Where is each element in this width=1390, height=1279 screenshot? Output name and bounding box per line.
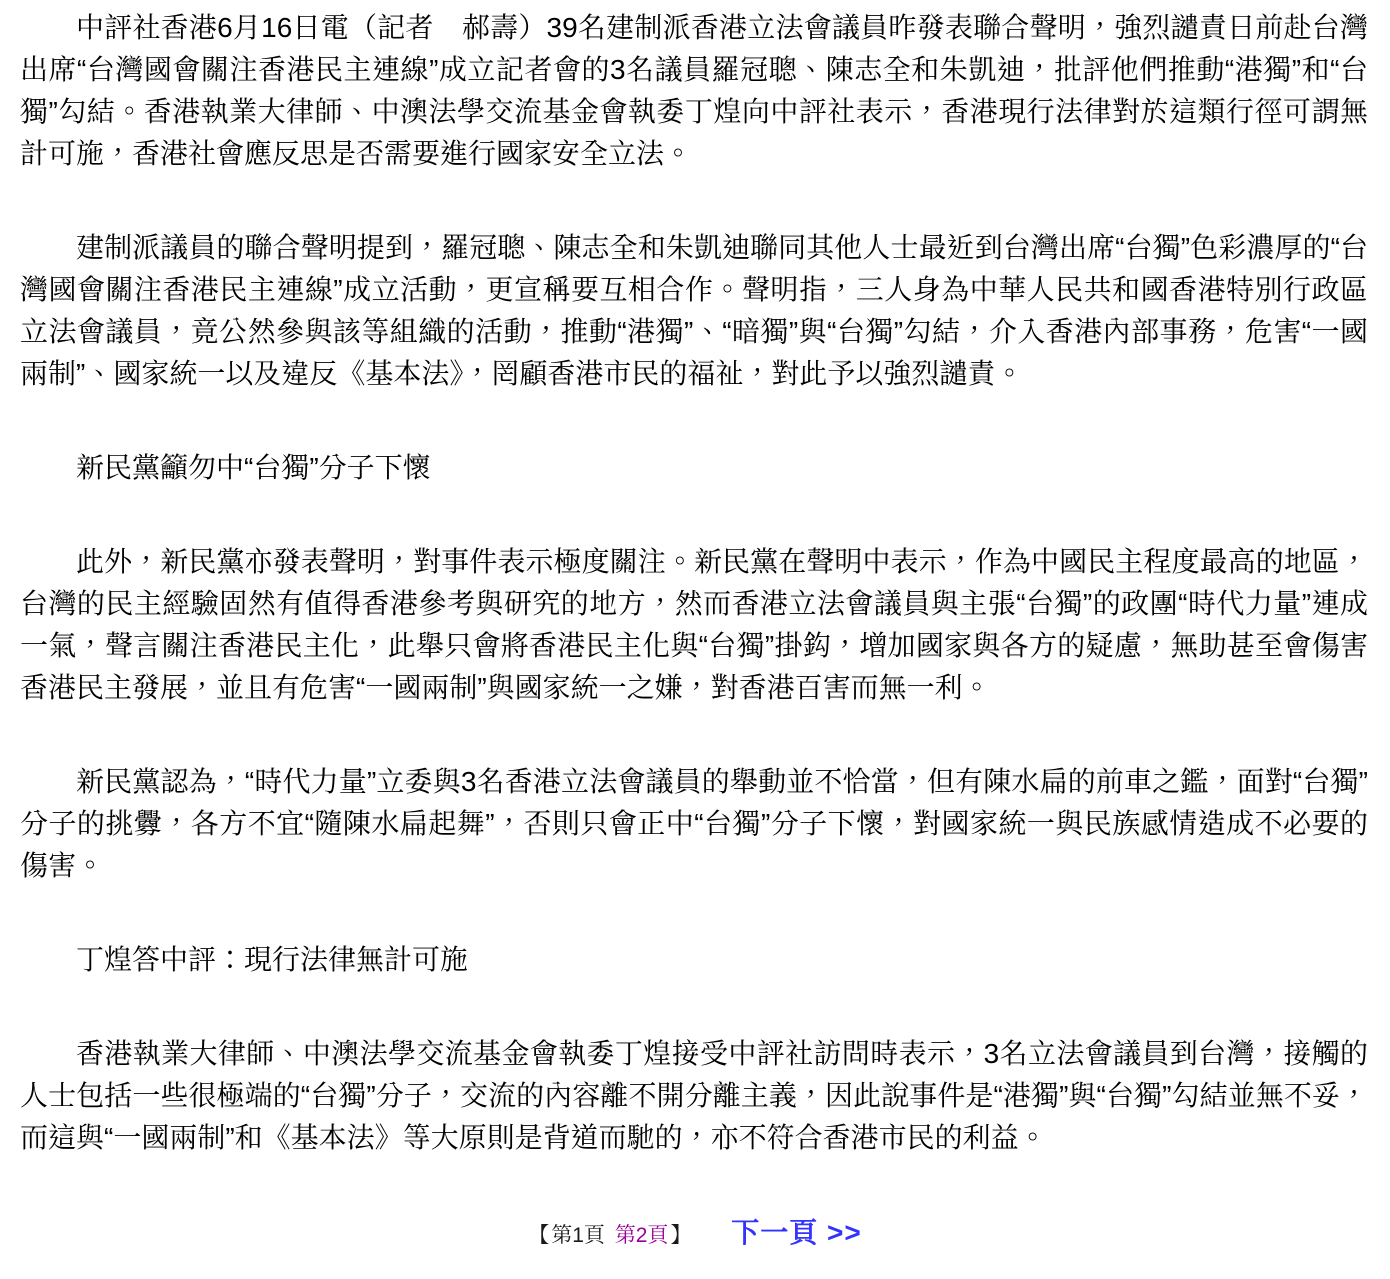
article-paragraph: 建制派議員的聯合聲明提到，羅冠聰、陳志全和朱凱迪聯同其他人士最近到台灣出席“台獨”色彩濃厚的“台灣國會關注香港民主連線”成立活動，更宣稱要互相合作。聲明指，三人身為中華人民共和國香港特別行政區立法會議員，竟公然參與該等組織的活動，推動“港獨”、“暗獨”與“台獨”勾結，介入香港內部事務，危害“一國兩制”、國家統一以及違反《基本法》，罔顧香港市民的福祉，對此予以強烈譴責。 [20,232,1368,389]
article-paragraph: 新民黨認為，“時代力量”立委與3名香港立法會議員的舉動並不恰當，但有陳水扁的前車之鑑，面對“台獨”分子的挑釁，各方不宜“隨陳水扁起舞”，否則只會正中“台獨”分子下懷，對國家統一與民族感情造成不必要的傷害。 [20,766,1368,881]
article-paragraph: 中評社香港6月16日電（記者 郝壽）39名建制派香港立法會議員昨發表聯合聲明，強烈譴責日前赴台灣出席“台灣國會關注香港民主連線”成立記者會的3名議員羅冠聰、陳志全和朱凱迪，批評他們推動“港獨”和“台獨”勾結。香港執業大律師、中澳法學交流基金會執委丁煌向中評社表示，香港現行法律對於這類行徑可謂無計可施，香港社會應反思是否需要進行國家安全立法。 [20,12,1368,169]
page-1-label: 第1頁 [551,1224,605,1247]
pagination-bracket-open: 【 [528,1224,550,1247]
pagination-bracket-close: 】 [670,1224,692,1247]
next-page-link[interactable]: 下一頁 >> [731,1217,862,1248]
page-2-link[interactable]: 第2頁 [614,1224,669,1247]
section-heading: 丁煌答中評：現行法律無計可施 [76,944,469,975]
section-heading: 新民黨籲勿中“台獨”分子下懷 [76,452,431,483]
article-paragraph: 香港執業大律師、中澳法學交流基金會執委丁煌接受中評社訪問時表示，3名立法會議員到台灣，接觸的人士包括一些很極端的“台獨”分子，交流的內容離不開分離主義，因此說事件是“港獨”與“台獨”勾結並無不妥，而這與“一國兩制”和《基本法》等大原則是背道而馳的，亦不符合香港市民的利益。 [20,1038,1368,1153]
article-paragraph: 此外，新民黨亦發表聲明，對事件表示極度關注。新民黨在聲明中表示，作為中國民主程度最高的地區，台灣的民主經驗固然有值得香港參考與研究的地方，然而香港立法會議員與主張“台獨”的政團“時代力量”連成一氣，聲言關注香港民主化，此舉只會將香港民主化與“台獨”掛鈎，增加國家與各方的疑慮，無助甚至會傷害香港民主發展，並且有危害“一國兩制”與國家統一之嫌，對香港百害而無一利。 [20,546,1368,703]
pagination [0,1211,1390,1269]
